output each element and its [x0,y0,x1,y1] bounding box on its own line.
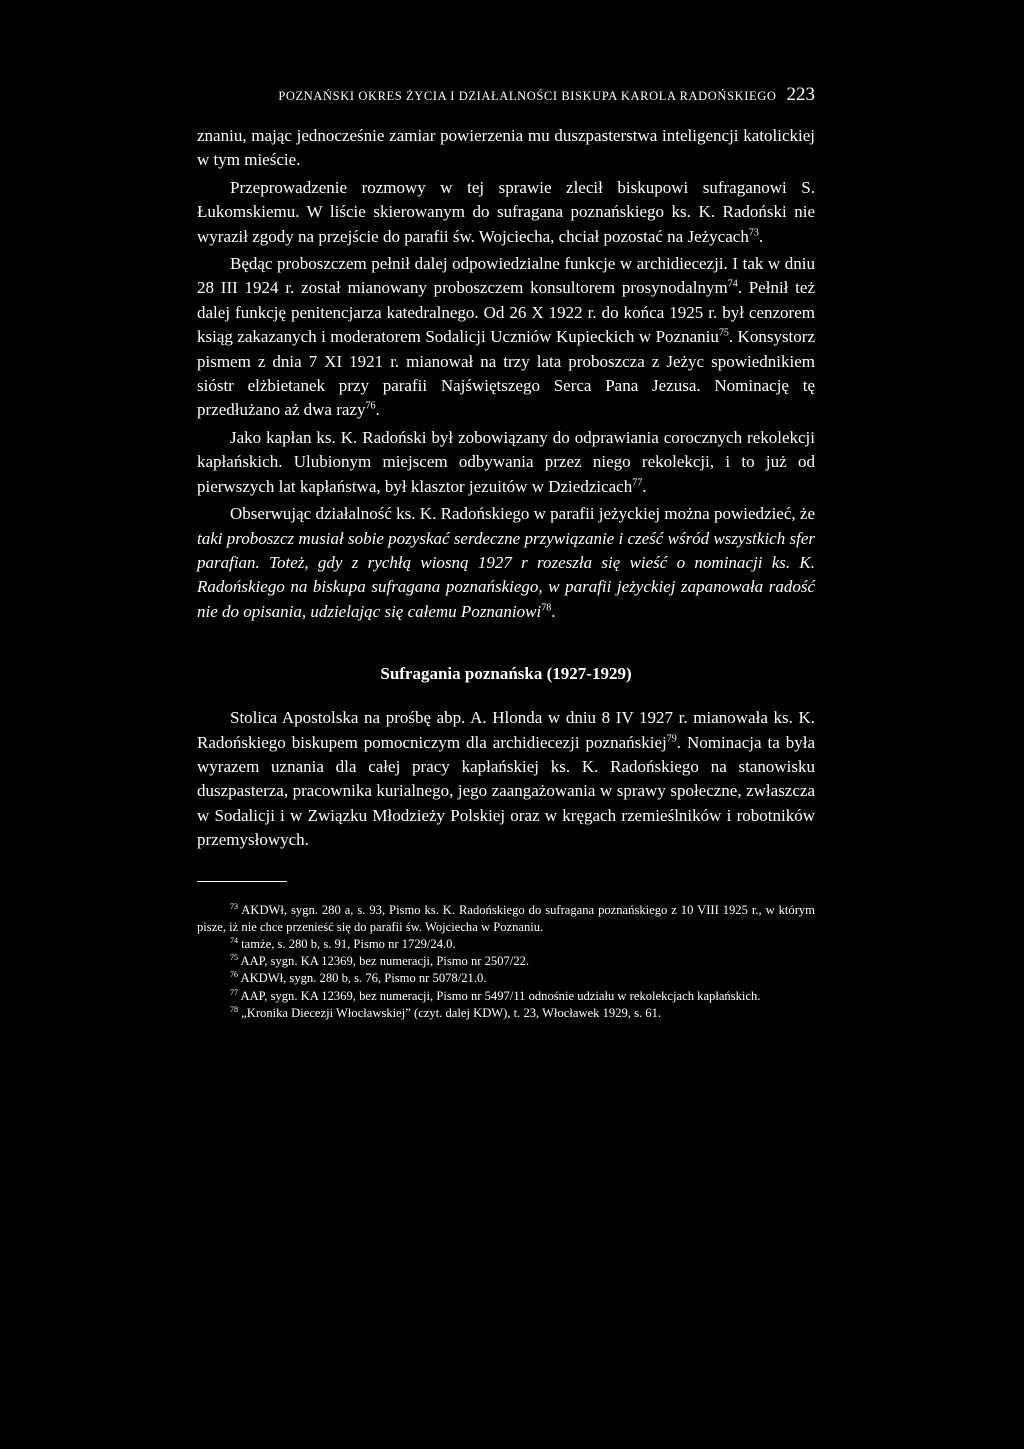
footnote-number: 77 [230,987,238,997]
paragraph [197,706,815,852]
footnote-number: 74 [230,935,238,945]
text-run: Jako kapłan ks. K. Radoński był zobowiązany do odprawiania corocznych rekolekcji kapłańskich. Ulubionym miejscem odbywania przez niego rekolekcji, i to już od pierwszych lat kapłaństwa, był klasztor jezuitów w Dziedzicach [197,427,815,496]
page-number: 223 [786,84,815,105]
text-run: . [375,400,380,420]
text-run: znaniu, mając jednocześnie zamiar powierzenia mu duszpasterstwa inteligencji katolickiej w tym mieście. [197,126,815,170]
footnote [197,953,815,970]
text-run: . Pełnił też dalej funkcję penitencjarza katedralnego. Od 26 X 1922 r. do końca 1925 r. był cenzorem ksiąg zakazanych i moderatorem Sodalicji Uczniów Kupieckich w Poznaniu [197,278,815,347]
running-header [197,84,815,118]
footnote-text: AKDWł, sygn. 280 b, s. 76, Pismo nr 5078/21.0. [240,971,487,986]
paragraph [197,176,815,249]
text-run: . [551,601,556,621]
footnote [197,1005,815,1022]
body-text [197,124,815,624]
text-run: . [758,226,764,246]
footnote [197,936,815,953]
footnote-number: 76 [230,970,238,980]
paragraph [197,502,815,624]
footnote-text: AAP, sygn. KA 12369, bez numeracji, Pismo nr 5497/11 odnośnie udziału w rekolekcjach kapłańskich. [240,988,761,1003]
footnote-ref: 77 [632,477,643,489]
document-page [197,84,815,1022]
footnote-text: tamże, s. 280 b, s. 91, Pismo nr 1729/24.0. [241,936,456,951]
text-run: . Konsystorz pismem z dnia 7 XI 1921 r. mianował na trzy lata proboszcza z Jeżyc spowiednikiem sióstr elżbietanek przy parafii Najświętszego Serca Pana Jezusa. Nominację tę przedłużano aż dwa razy [197,327,815,420]
footnote-ref: 75 [718,327,729,339]
footnote-ref: 78 [541,602,552,614]
paragraph [197,252,815,423]
footnote [197,988,815,1005]
footnote-number: 78 [230,1004,238,1014]
section-heading: Sufragania poznańska (1927-1929) [380,664,632,684]
text-run: Będąc proboszczem pełnił dalej odpowiedzialne funkcje w archidiecezji. I tak w dniu 28 III 1924 r. został mianowany proboszczem konsultorem prosynodalnym [197,254,815,298]
running-title: POZNAŃSKI OKRES ŻYCIA I DZIAŁALNOŚCI BISKUPA KAROLA RADOŃSKIEGO [278,89,777,103]
footnote-text: „Kronika Diecezji Włocławskiej” (czyt. dalej KDW), t. 23, Włocławek 1929, s. 61. [241,1005,662,1020]
footnote [197,902,815,936]
text-run: . [642,476,647,496]
footnotes [197,902,815,1022]
footnote-number: 73 [230,901,238,911]
footnote-text: AAP, sygn. KA 12369, bez numeracji, Pismo nr 2507/22. [240,954,530,969]
text-run: Przeprowadzenie rozmowy w tej sprawie zlecił biskupowi sufraganowi S. Łukomskiemu. W liście skierowanym do sufragana poznańskiego ks. K. Radoński nie wyraził zgody na przejście do parafii św. Wojciecha, chciał pozostać na Jeżycach [197,177,815,246]
footnote-number: 75 [230,952,238,962]
section-body [197,706,815,852]
footnote-text: AKDWł, sygn. 280 a, s. 93, Pismo ks. K. Radońskiego do sufragana poznańskiego z 10 VIII 1925 r., w którym pisze, iż nie chce przenieść się do parafii św. Wojciecha w Poznaniu. [197,902,815,934]
text-run: . Nominacja ta była wyrazem uznania dla całej pracy kapłańskiej ks. K. Radońskiego na stanowisku duszpasterza, pracownika kurialnego, jego zaangażowania w sprawy społeczne, zwłaszcza w Sodalicji i w Związku Młodzieży Polskiej oraz w kręgach rzemieślników i robotników przemysłowych. [197,732,815,850]
paragraph [197,426,815,499]
paragraph [197,124,815,173]
footnote-ref: 79 [666,732,677,744]
footnote-ref: 73 [748,226,759,238]
text-run: Obserwując działalność ks. K. Radońskiego w parafii jeżyckiej można powiedzieć, że [230,504,815,524]
footnote-divider [197,881,287,882]
footnote [197,970,815,987]
footnote-ref: 74 [727,278,738,290]
footnote-ref: 76 [365,400,376,412]
quoted-text: taki proboszcz musiał sobie pozyskać serdeczne przywiązanie i cześć wśród wszystkich sfer parafian. Toteż, gdy z rychłą wiosną 1927 r rozeszła się wieść o nominacji ks. K. Radońskiego na biskupa sufragana poznańskiego, w parafii jeżyckiej zapanowała radość nie do opisania, udzielając się całemu Poznaniowi [197,528,815,621]
text-run: Stolica Apostolska na prośbę abp. A. Hlonda w dniu 8 IV 1927 r. mianowała ks. K. Radońskiego biskupem pomocniczym dla archidiecezji poznańskiej [197,708,815,752]
